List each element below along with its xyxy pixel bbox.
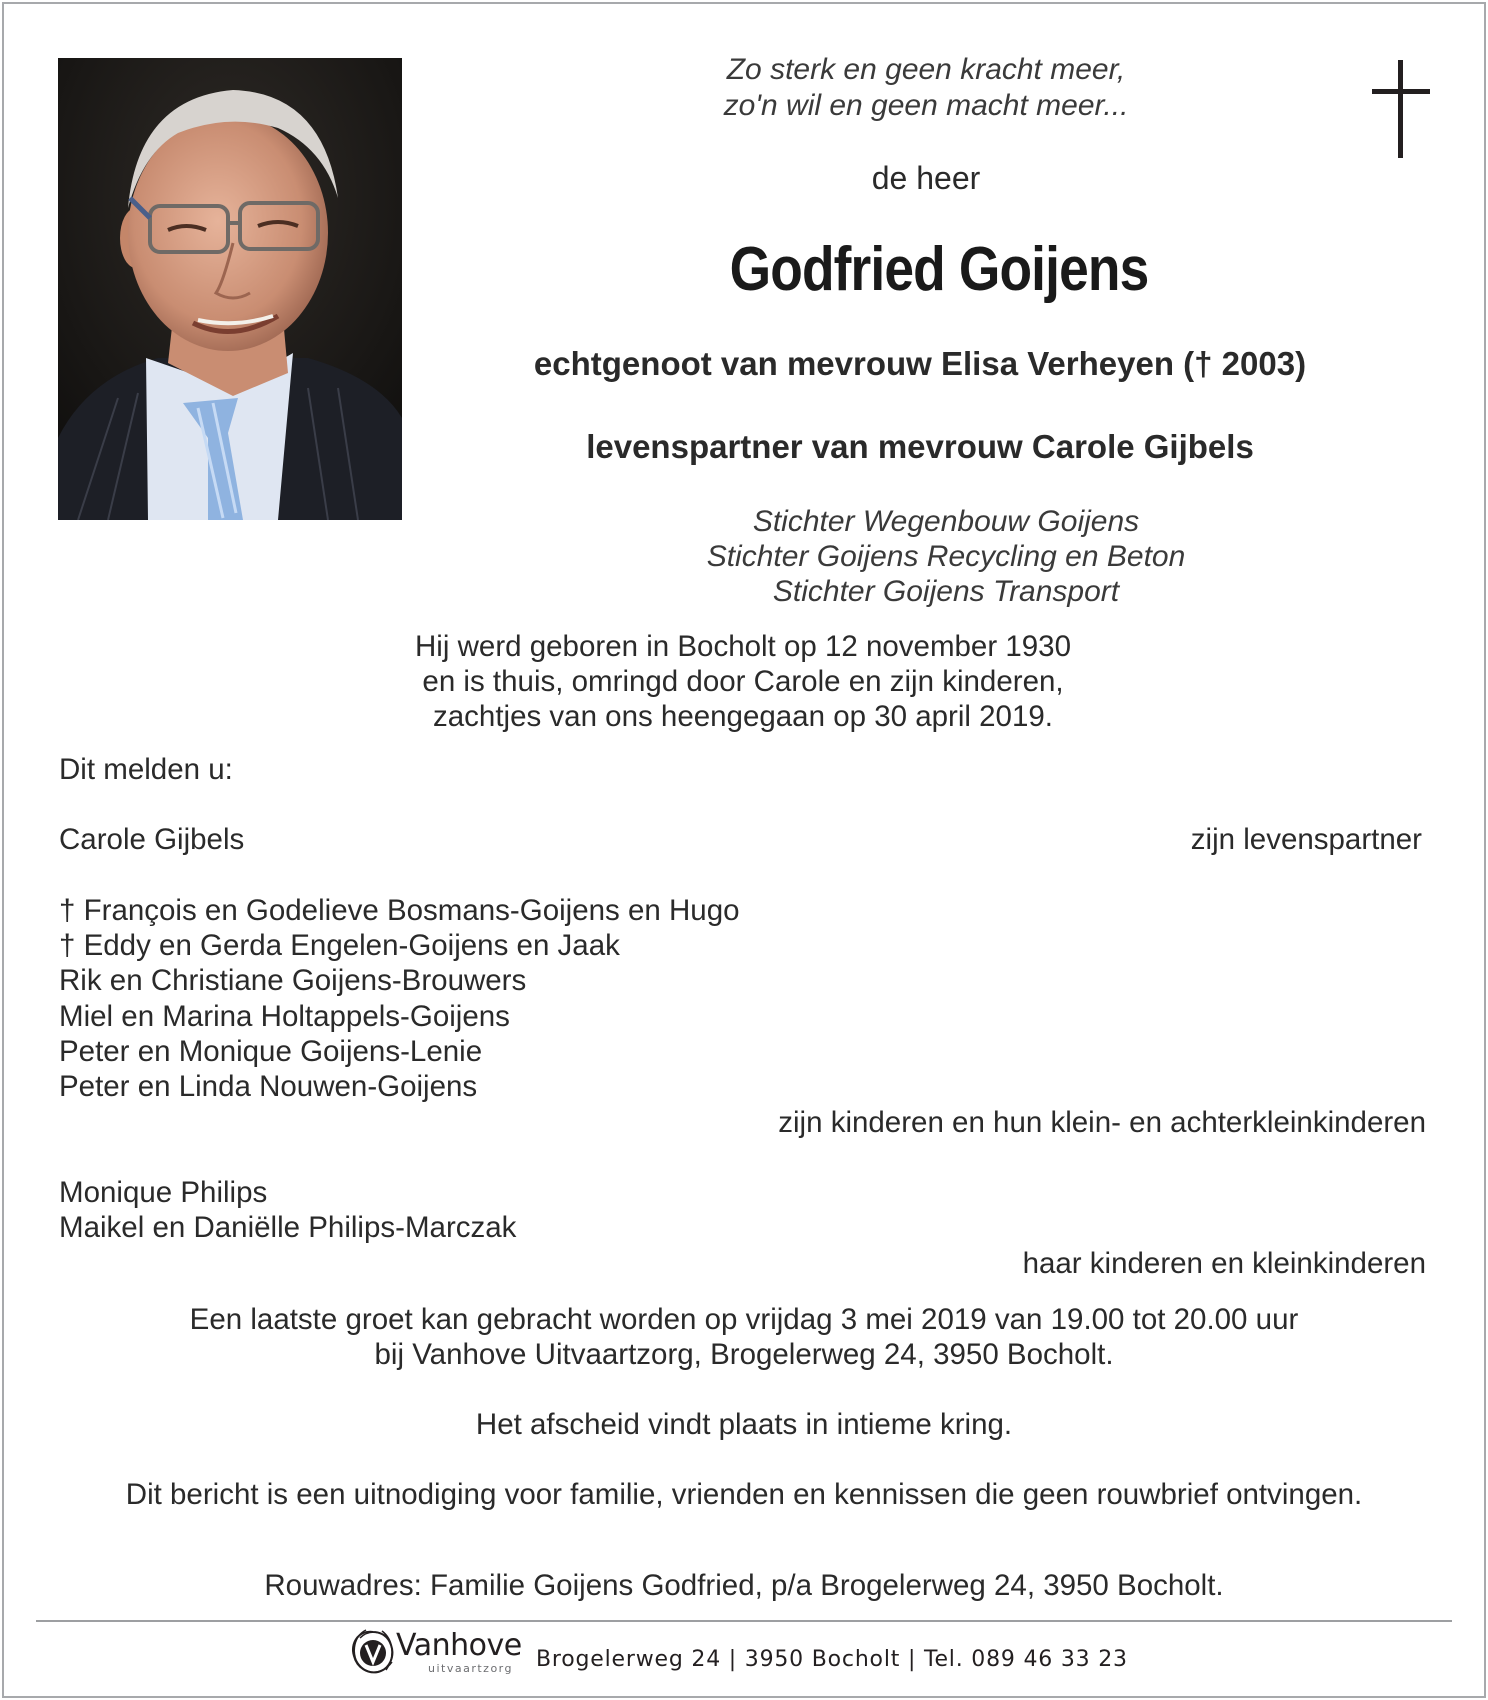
list-item: Peter en Linda Nouwen-Goijens — [59, 1070, 478, 1104]
visitation-line: bij Vanhove Uitvaartzorg, Brogelerweg 24, 3950 Bocholt. — [374, 1338, 1114, 1371]
invitation-note: Dit bericht is een uitnodiging voor familie, vrienden en kennissen die geen rouwbrief ontvingen. — [125, 1478, 1363, 1511]
relation-partner: levenspartner van mevrouw Carole Gijbels — [586, 428, 1254, 465]
birth-death-text — [250, 629, 1236, 734]
farewell-text: Het afscheid vindt plaats in intieme kring. — [475, 1408, 1013, 1441]
announcement-intro: Dit melden u: — [59, 753, 233, 786]
salutation: de heer — [871, 160, 981, 196]
list-item: Rik en Christiane Goijens-Brouwers — [59, 964, 527, 998]
list-item: Peter en Monique Goijens-Lenie — [59, 1034, 483, 1068]
visitation-text — [0, 1302, 1488, 1372]
poem-line-2: zo'n wil en geen macht meer... — [723, 89, 1129, 122]
founder-title: Stichter Wegenbouw Goijens — [752, 505, 1140, 538]
logo-subtitle: uitvaartzorg — [428, 1662, 513, 1675]
partner-children-list — [59, 1175, 516, 1245]
list-item: Miel en Marina Holtappels-Goijens — [59, 999, 510, 1033]
logo-name: Vanhove — [396, 1628, 522, 1663]
footer — [348, 1626, 1148, 1680]
birth-death-line: en is thuis, omringd door Carole en zijn kinderen, — [422, 665, 1064, 698]
poem — [520, 52, 1332, 124]
children-list — [59, 893, 740, 1104]
birth-death-line: zachtjes van ons heengegaan op 30 april 2019. — [433, 700, 1053, 733]
footer-divider — [36, 1620, 1452, 1622]
founder-title: Stichter Goijens Recycling en Beton — [706, 540, 1186, 573]
visitation-line: Een laatste groet kan gebracht worden op vrijdag 3 mei 2019 van 19.00 tot 20.00 uur — [189, 1303, 1299, 1336]
portrait-photo — [58, 58, 402, 520]
list-item: † Eddy en Gerda Engelen-Goijens en Jaak — [59, 929, 620, 963]
list-item: † François en Godelieve Bosmans-Goijens en Hugo — [59, 894, 740, 927]
poem-line-1: Zo sterk en geen kracht meer, — [726, 53, 1126, 86]
deceased-name: Godfried Goijens — [729, 235, 1149, 304]
mourning-address: Rouwadres: Familie Goijens Godfried, p/a Brogelerweg 24, 3950 Bocholt. — [264, 1569, 1224, 1602]
partner-role: zijn levenspartner — [1190, 823, 1422, 856]
list-item: Maikel en Daniëlle Philips-Marczak — [59, 1211, 517, 1245]
founder-title: Stichter Goijens Transport — [772, 575, 1120, 608]
latin-cross-icon — [1370, 60, 1432, 158]
partner-name: Carole Gijbels — [59, 823, 245, 856]
birth-death-line: Hij werd geboren in Bocholt op 12 november 1930 — [415, 630, 1071, 663]
list-item: Monique Philips — [59, 1176, 268, 1209]
footer-contact: Brogelerweg 24 | 3950 Bocholt | Tel. 089 46 33 23 — [536, 1647, 1128, 1672]
vanhove-logo-icon — [348, 1626, 398, 1680]
partner-children-role: haar kinderen en kleinkinderen — [1022, 1247, 1426, 1280]
founder-titles — [520, 504, 1372, 609]
relation-spouse: echtgenoot van mevrouw Elisa Verheyen († 2003) — [533, 345, 1307, 382]
children-role: zijn kinderen en hun klein- en achterkleinkinderen — [778, 1106, 1426, 1139]
